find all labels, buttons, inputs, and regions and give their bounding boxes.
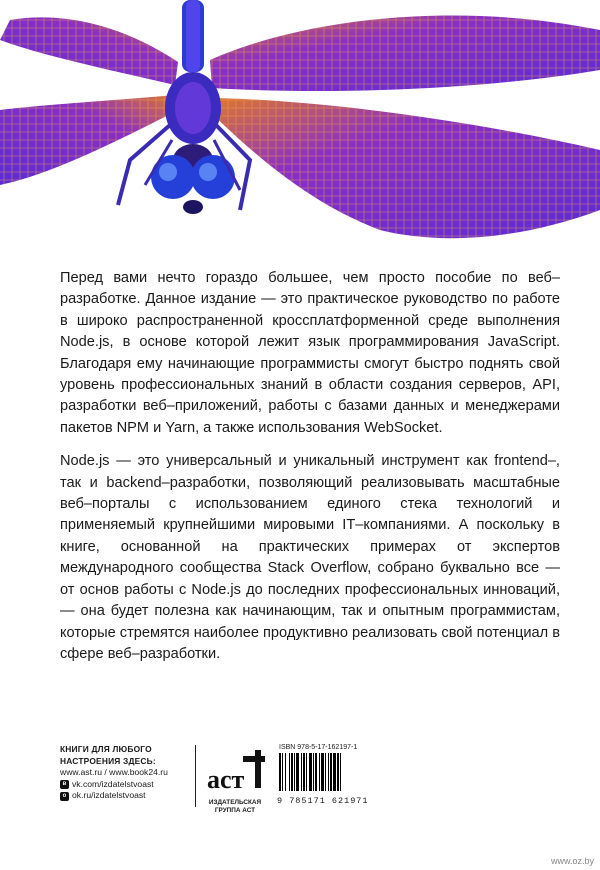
isbn-label: ISBN 978-5-17-162197-1	[279, 744, 358, 751]
publisher-name	[203, 799, 267, 815]
ast-logo-text: аст	[207, 765, 245, 794]
publisher-name-line-2: ГРУППА АСТ	[214, 807, 256, 814]
ok-icon: о	[60, 792, 69, 801]
isbn-digits: 9 785171 621971	[277, 796, 369, 806]
dragonfly-illustration	[0, 0, 600, 250]
ast-logo	[203, 744, 267, 806]
contacts-heading-line-2: НАСТРОЕНИЯ ЗДЕСЬ:	[60, 755, 156, 766]
contacts-heading-line-1: КНИГИ ДЛЯ ЛЮБОГО	[60, 744, 152, 754]
isbn-barcode-block	[277, 744, 377, 804]
watermark: www.oz.by	[550, 856, 594, 866]
footer-divider	[195, 745, 196, 807]
vk-link[interactable]: vk.com/izdatelstvoast	[72, 778, 154, 789]
ok-link[interactable]: ok.ru/izdatelstvoast	[72, 790, 146, 801]
annotation-paragraph-2: Node.js — это универсальный и уникальный инструмент как frontend–, так и backend–разработки, позволяющий реализовывать масштабные веб–порталы с использованием единого стека технологий и применяемый крупнейшими мировыми IT–компаниями. А поскольку в книге, основанной на практических примерах от экспертов международного сообщества Stack Overflow, собрано буквально все — от основ работы с Node.js до последних профессиональных инноваций, — она будет полезна как начинающим, так и опытным программистам, которые стремятся наиболее продуктивно реализовать свой потенциал в сфере веб–разработки.	[60, 453, 560, 662]
websites-link[interactable]: www.ast.ru / www.book24.ru	[60, 767, 168, 778]
vk-link-row[interactable]	[60, 779, 200, 791]
publisher-name-line-1: ИЗДАТЕЛЬСКАЯ	[208, 799, 262, 806]
ok-link-row[interactable]	[60, 790, 200, 802]
publisher-contacts	[60, 744, 200, 802]
vk-icon: в	[60, 780, 69, 789]
barcode	[277, 753, 375, 791]
book-annotation	[60, 268, 560, 677]
annotation-paragraph-1: Перед вами нечто гораздо большее, чем просто пособие по веб–разработке. Данное издание — это практическое руководство по работе в широко распространенной кроссплатформенной среде выполнения Node.js, в основе которой лежит язык программирования JavaScript. Благодаря ему начинающие программисты смогут быстро поднять свой уровень профессиональных знаний в области создания серверов, API, разработки веб–приложений, работы с базами данных и менеджерами пакетов NPM и Yarn, а также использования WebSocket.	[60, 270, 560, 436]
